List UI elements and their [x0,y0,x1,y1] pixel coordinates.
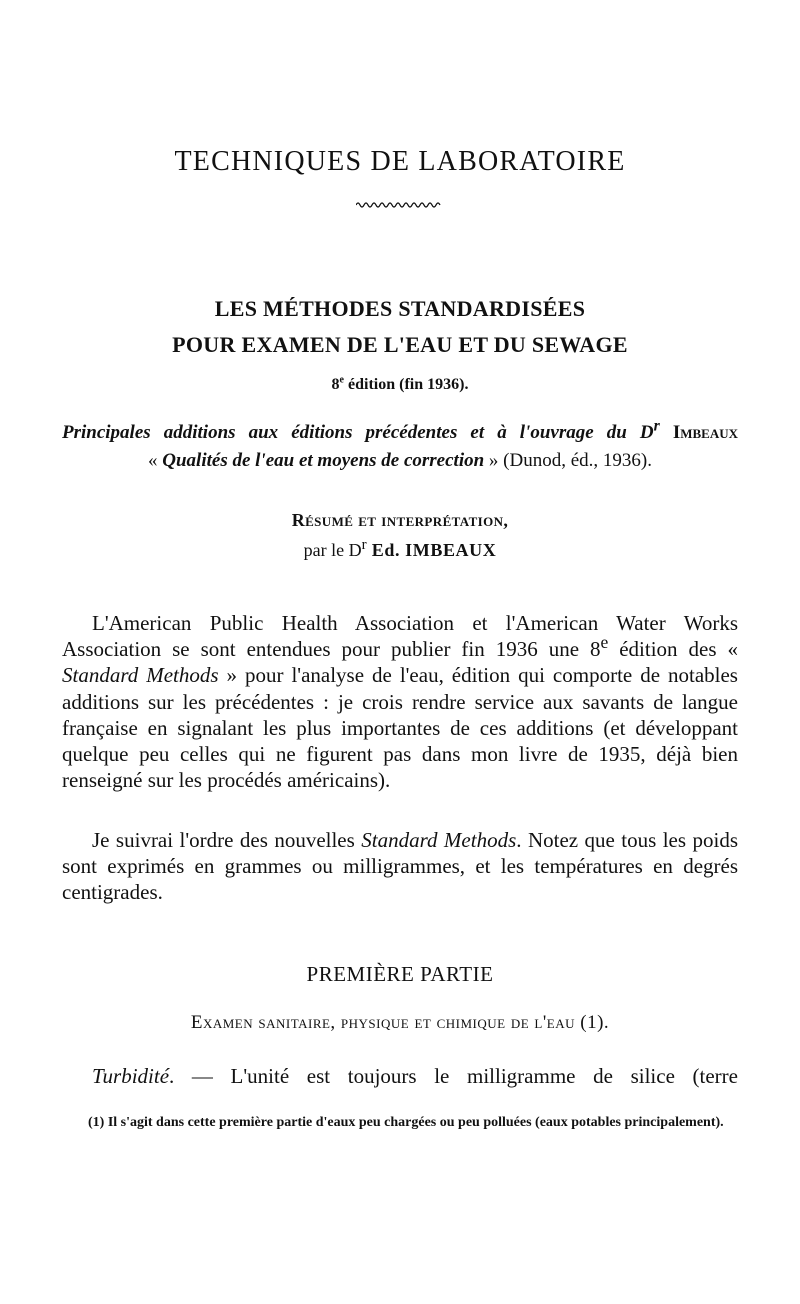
author-line: par le $D^r$ Ed. IMBEAUX [303,537,497,560]
resume-heading: Résumé et interprétation, [291,510,509,530]
article-title-line1: LES MÉTHODES STANDARDISÉES [214,296,586,321]
additions-line-1: Principales additions aux éditions précédentes et à l'ouvrage du $D^r$ Imbeaux [62,417,738,443]
additions-line-2: « Qualités de l'eau et moyens de correction » (Dunod, éd., 1936). [148,450,652,471]
paragraph-1: L'American Public Health Association et l'American Water Works Association se sont entendues pour publier fin 1936 une 8e édition des « Standard Methods » pour l'analyse de l'eau, édition qui comporte de notables additions sur les précédentes : je crois rendre service aux savants de langue française en signalant les plus importantes de ces additions (et développant quelque peu celles qui ne figurent pas dans mon livre de 1935, déjà bien renseigné sur les procédés américains). [62,611,738,793]
section-subtitle: Examen sanitaire, physique et chimique de l'eau (1). [190,1012,610,1033]
footnote: (1) Il s'agit dans cette première partie d'eaux peu chargées ou peu polluées (eaux potables principalement). [88,1115,724,1130]
ornament-divider [356,200,442,210]
edition-note: 8e édition (fin 1936). [331,374,469,393]
section-title: PREMIÈRE PARTIE [306,962,494,986]
running-title: TECHNIQUES DE LABORATOIRE [174,146,626,177]
paragraph-2: Je suivrai l'ordre des nouvelles Standard Methods. Notez que tous les poids sont exprimés en grammes ou milligrammes, et les températures en degrés centigrades. [62,828,738,905]
article-title-line2: POUR EXAMEN DE L'EAU ET DU SEWAGE [172,332,628,357]
turbidite-paragraph: Turbidité. — L'unité est toujours le milligramme de silice (terre [92,1064,738,1088]
